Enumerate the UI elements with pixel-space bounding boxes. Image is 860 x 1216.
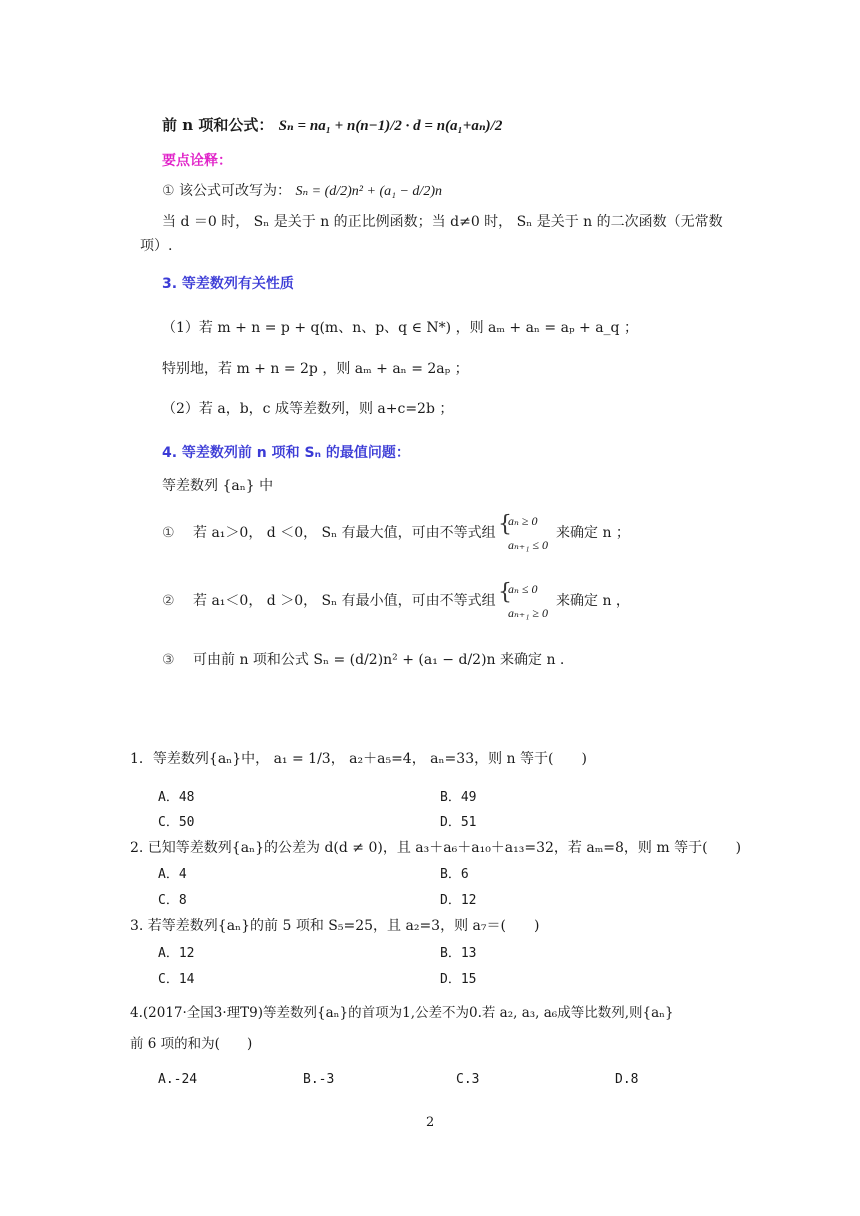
question-4-option-a: A.-24 (158, 1072, 198, 1087)
question-3-option-d: D．15 (440, 972, 477, 987)
question-3-stem: 3. 若等差数列{aₙ}的前 5 项和 S₅=25，且 a₂=3，则 a₇＝( ) (130, 918, 540, 934)
question-3-option-b: B．13 (440, 946, 477, 961)
question-1-option-b: B．49 (440, 790, 477, 805)
question-1-option-c: C．50 (158, 815, 195, 830)
question-2-stem: 2. 已知等差数列{aₙ}的公差为 d(d ≠ 0)，且 a₃＋a₆＋a₁₀＋a₁₃=32，若 aₘ=8，则 m 等于( ) (130, 840, 742, 856)
case-2-text: 若 a₁＜0， d ＞0， Sₙ 有最小值，可由不等式组 (193, 593, 496, 609)
question-2-option-b: B．6 (440, 867, 469, 882)
case-2-system-top: aₙ ≤ 0 (508, 582, 538, 596)
question-3-option-a: A．12 (158, 946, 195, 961)
question-4-stem-line-1: 4.(2017·全国3·理T9)等差数列{aₙ}的首项为1,公差不为0.若 a₂, a₃, a₆成等比数列,则{aₙ} (130, 1005, 674, 1021)
key-point-line-2: 当 d ＝0 时， Sₙ 是关于 n 的正比例函数；当 d≠0 时， Sₙ 是关于 n 的二次函数（无常数 (162, 214, 723, 230)
case-1-system-bottom: aₙ₊₁ ≤ 0 (508, 538, 548, 552)
circled-number-1: ① (162, 183, 175, 199)
brace-icon: { (498, 580, 512, 605)
question-4-option-c: C.3 (456, 1072, 480, 1087)
case-1-system-top: aₙ ≥ 0 (508, 514, 538, 528)
question-2-option-d: D．12 (440, 893, 477, 908)
key-point-line-3: 项）. (140, 238, 173, 254)
question-4-option-d: D.8 (615, 1072, 639, 1087)
section-3-special: 特别地，若 m + n = 2p ，则 aₘ + aₙ = 2aₚ ； (162, 361, 469, 377)
question-1-option-d: D．51 (440, 815, 477, 830)
key-point-1-text: 该公式可改写为： (179, 183, 292, 199)
case-1-tail: 来确定 n ； (556, 525, 630, 541)
case-2-system-bottom: aₙ₊₁ ≥ 0 (508, 606, 548, 620)
question-2-option-c: C．8 (158, 893, 187, 908)
case-1 (162, 525, 496, 542)
circled-number-3: ③ (162, 652, 175, 668)
section-3-heading: 3. 等差数列有关性质 (162, 276, 294, 292)
key-points-heading: 要点诠释： (162, 153, 232, 169)
question-1-stem: 1．等差数列{aₙ}中， a₁ = 1/3， a₂＋a₅=4， aₙ=33，则 n 等于( ) (130, 751, 587, 767)
question-1-option-a: A．48 (158, 790, 195, 805)
case-1-text: 若 a₁＞0， d ＜0， Sₙ 有最大值，可由不等式组 (193, 525, 496, 541)
key-point-1-formula: Sₙ = (d/2)n² + (a₁ − d/2)n (295, 184, 442, 199)
question-2-option-a: A．4 (158, 867, 187, 882)
case-2 (162, 593, 496, 610)
sum-formula-expression: Sₙ = na₁ + n(n−1)/2 · d = n(a₁+aₙ)/2 (278, 118, 503, 134)
section-4-intro: 等差数列 {aₙ} 中 (162, 478, 274, 494)
question-4-option-b: B.-3 (303, 1072, 335, 1087)
page-number: 2 (426, 1115, 435, 1130)
case-2-tail: 来确定 n ， (556, 593, 630, 609)
key-point-1 (162, 183, 442, 201)
section-3-item-1: （1）若 m + n = p + q(m、n、p、q ∈ N*) ，则 aₘ + aₙ = aₚ + a_q ； (162, 320, 638, 336)
section-3-item-2: （2）若 a，b，c 成等差数列，则 a+c=2b ； (162, 401, 454, 417)
case-3-text: 可由前 n 项和公式 Sₙ = (d/2)n² + (a₁ − d/2)n 来确定 n . (193, 652, 565, 668)
question-3-option-c: C．14 (158, 972, 195, 987)
question-4-stem-line-2: 前 6 项的和为( ) (130, 1036, 253, 1052)
sum-formula (162, 116, 502, 135)
case-3 (162, 652, 564, 669)
section-4-heading: 4. 等差数列前 n 项和 Sₙ 的最值问题： (162, 445, 410, 461)
circled-number-2: ② (162, 593, 175, 609)
circled-number-1: ① (162, 525, 175, 541)
sum-formula-label: 前 n 项和公式： (162, 116, 274, 134)
brace-icon: { (498, 512, 512, 537)
